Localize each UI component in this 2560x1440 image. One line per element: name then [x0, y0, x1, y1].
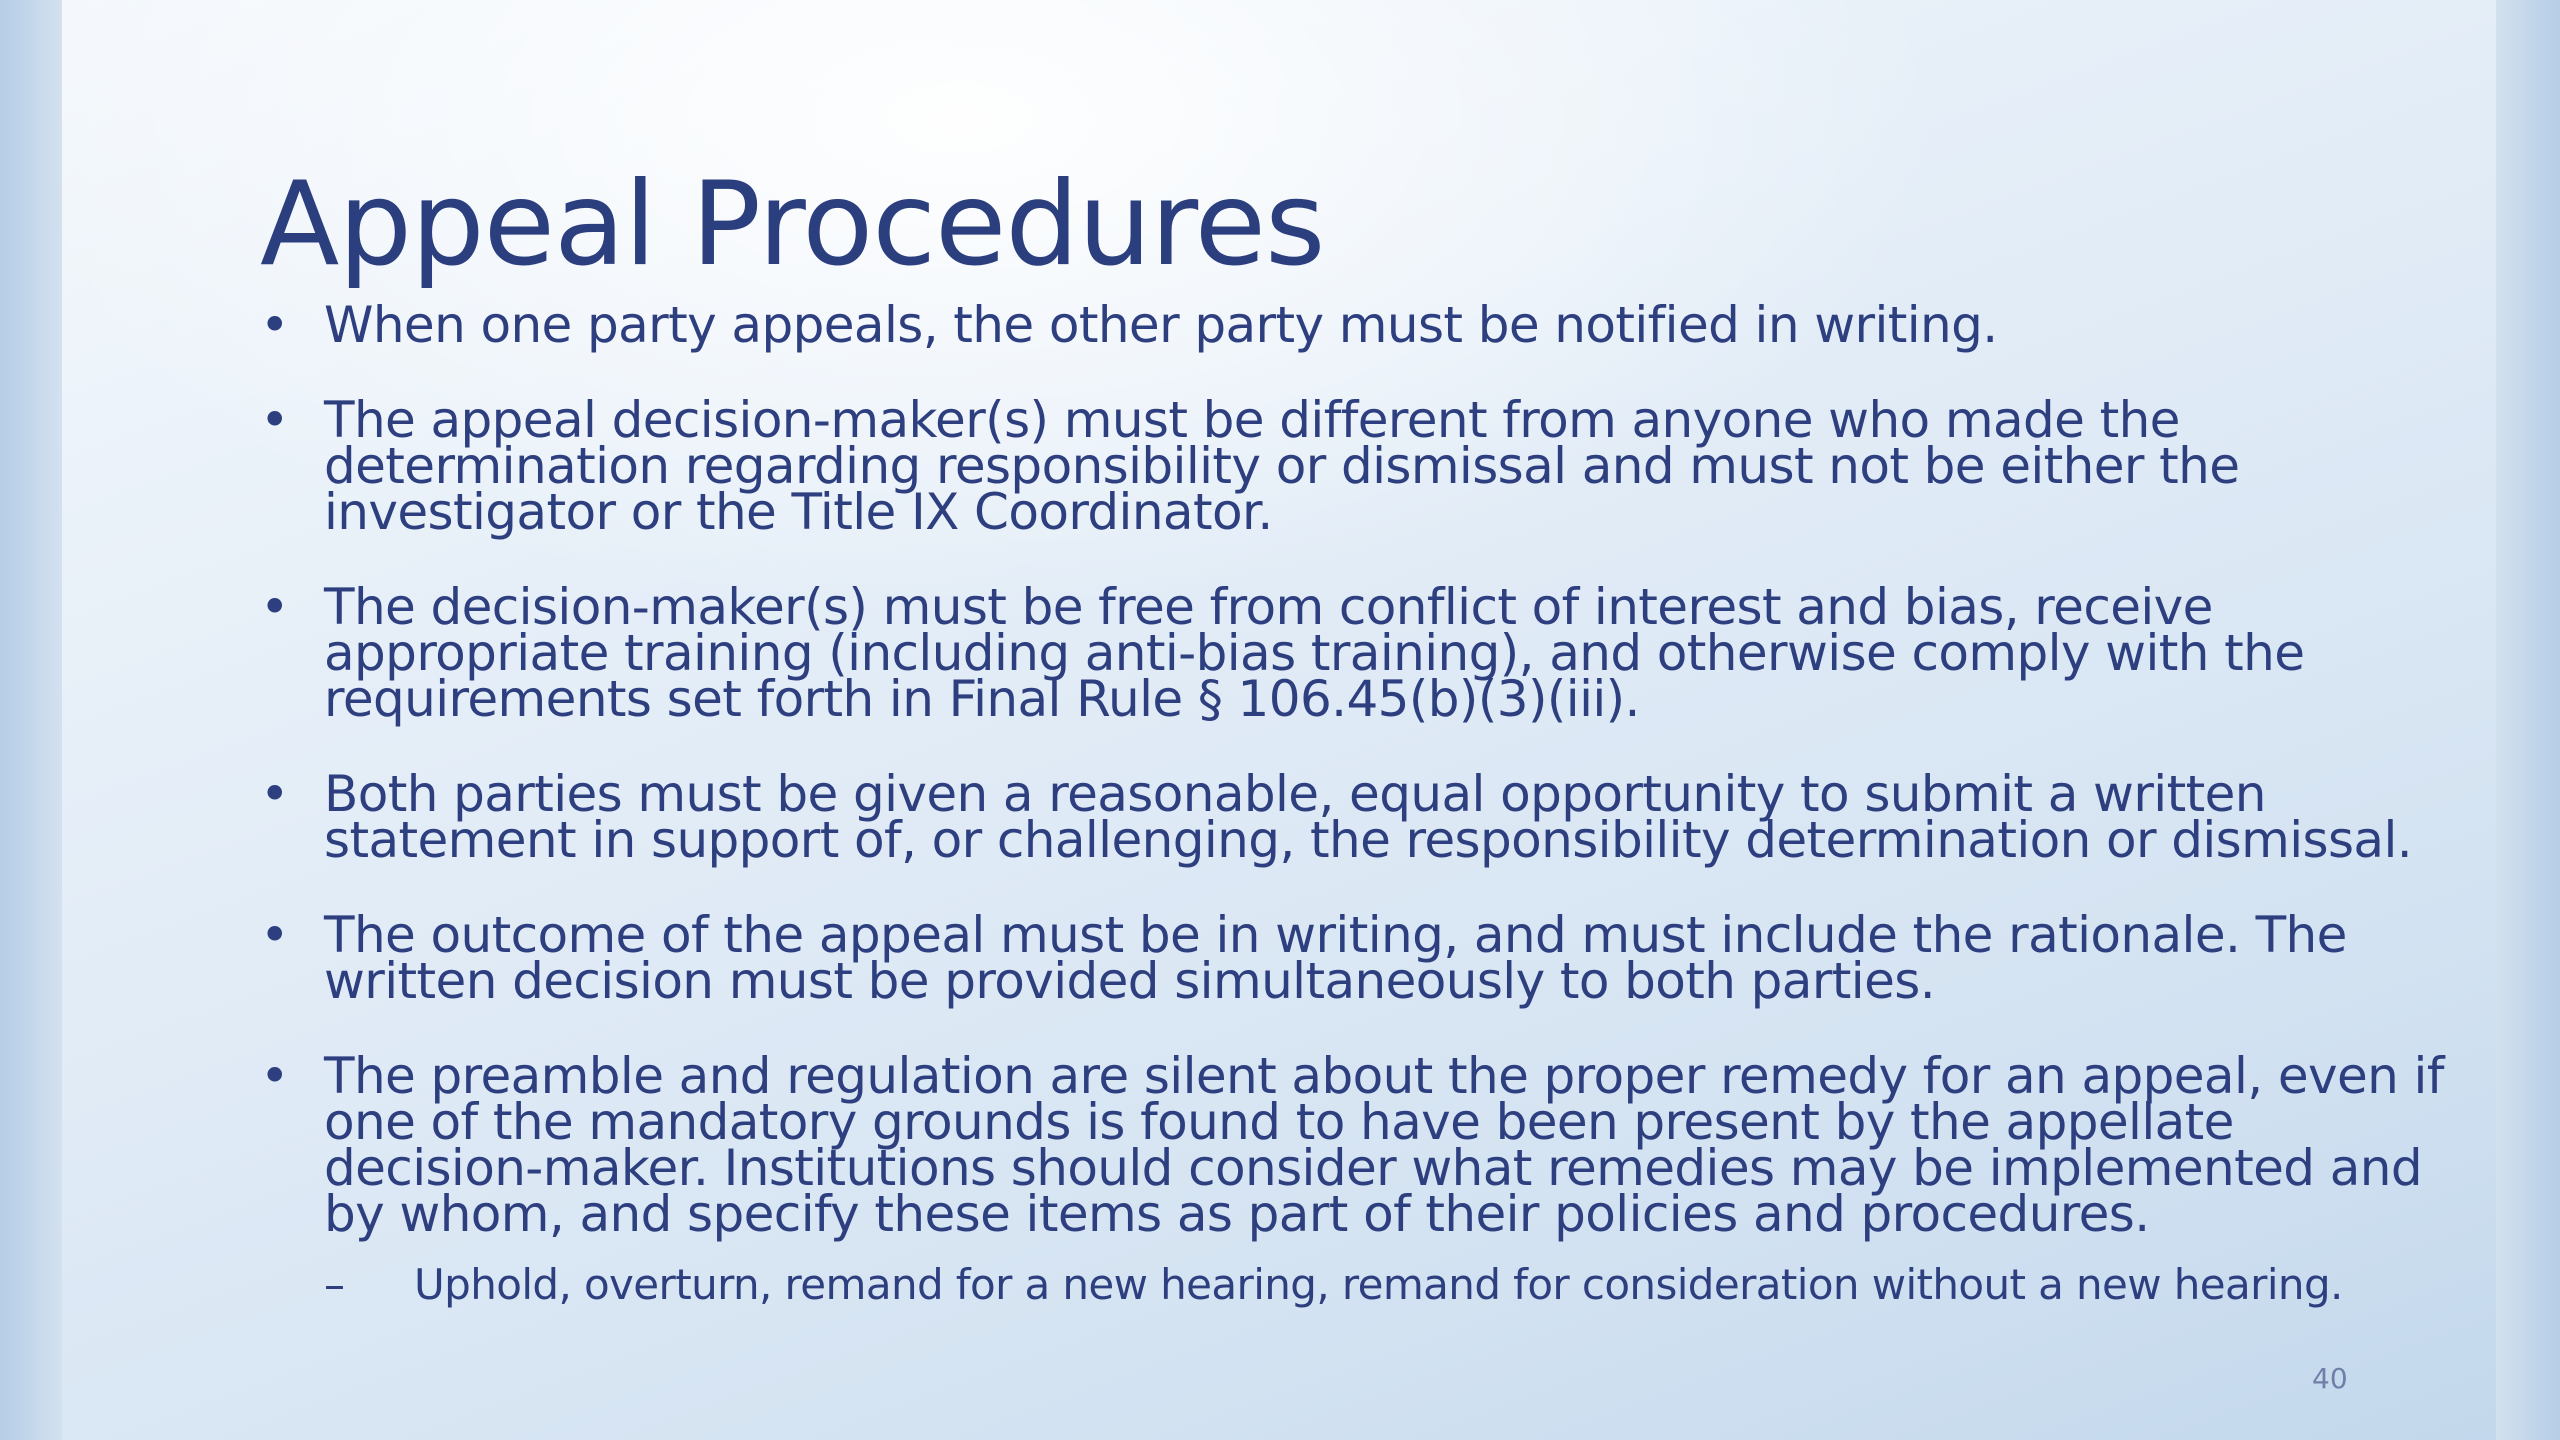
- bullet-text: The outcome of the appeal must be in writing, and must include the rationale. The written decision must be provided simultaneously to both parties.: [324, 906, 2347, 1010]
- bullet-text: When one party appeals, the other party must be notified in writing.: [324, 296, 1998, 354]
- sub-bullet-item: [324, 1262, 2460, 1308]
- bullet-list: [260, 296, 2460, 1357]
- bullet-text: The appeal decision-maker(s) must be different from anyone who made the determination regarding responsibility or dismissal and must not be either the investigator or the Title IX Coordinator.: [324, 391, 2240, 541]
- bullet-text: The preamble and regulation are silent about the proper remedy for an appeal, even if one of the mandatory grounds is found to have been present by the appellate decision-maker. Institutions should consider what remedies may be implemented and by whom, and specify these items as part of their policies and procedures.: [324, 1047, 2444, 1243]
- bullet-item: [260, 765, 2460, 869]
- bullet-item: [260, 578, 2460, 728]
- slide-title: Appeal Procedures: [260, 157, 1325, 292]
- bullet-text: The decision-maker(s) must be free from conflict of interest and bias, receive appropriate training (including anti-bias training), and otherwise comply with the requirements set forth in Final Rule § 106.45(b)(3)(iii).: [324, 578, 2305, 728]
- bullet-item: [260, 1047, 2460, 1309]
- bullet-text: Both parties must be given a reasonable, equal opportunity to submit a written statement in support of, or challenging, the responsibility determination or dismissal.: [324, 765, 2413, 869]
- slide: [62, 0, 2496, 1440]
- bullet-item: [260, 391, 2460, 541]
- sub-bullet-list: [324, 1262, 2460, 1308]
- page-number: 40: [2312, 1362, 2348, 1395]
- bullet-item: [260, 296, 2460, 354]
- bullet-item: [260, 906, 2460, 1010]
- sub-bullet-text: Uphold, overturn, remand for a new hearing, remand for consideration without a new hearing.: [414, 1260, 2343, 1309]
